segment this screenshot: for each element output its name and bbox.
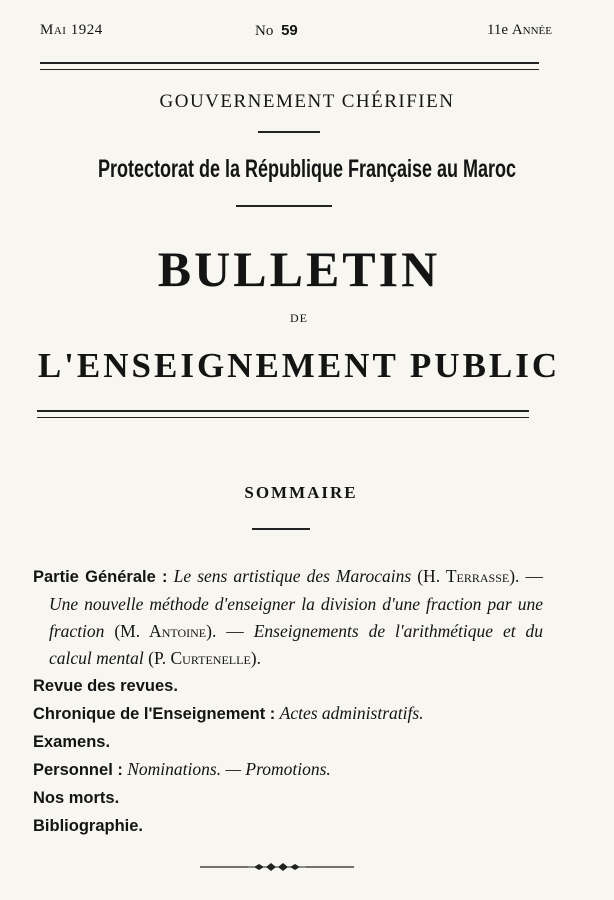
issue-header [40,18,552,44]
toc-entry [33,812,543,840]
toc-entry-heading: Personnel : [33,761,123,779]
issue-year-label: Année [511,22,552,38]
toc-entry [33,672,543,700]
header-double-rule [40,62,539,70]
title-double-rule [37,410,529,418]
toc-entry-heading: Chronique de l'Enseignement : [33,705,276,723]
toc-article-author: (M. Antoine). [114,621,217,641]
toc-article-title: Enseignements de l'arithmétique et du calcul mental [49,621,544,668]
issue-date: Mai 1924 [40,22,103,38]
toc-entry: Partie Générale : Le sens artistique des Marocains (H. Terrasse). — Une nouvelle méthode d'enseigner la division d'une fraction par une fraction (M. Antoine). — Enseignements de l'arithmétique et du calcul mental (P. Curtenelle). [33,566,544,668]
issue-number [255,22,298,40]
toc-entry [33,784,543,812]
table-of-contents [33,563,543,840]
toc-entry-heading: Nos morts. [33,789,120,807]
toc-article-author: (H. Terrasse). [417,566,520,586]
publication-subtitle: L'ENSEIGNEMENT PUBLIC [37,346,561,385]
toc-entry [33,700,543,728]
closing-ornament [200,860,354,874]
toc-entry-heading: Bibliographie. [33,817,144,835]
government-heading: GOUVERNEMENT CHÉRIFIEN [159,91,455,112]
toc-article-title: Une nouvelle méthode d'enseigner la division d'une fraction par une fraction [49,594,543,641]
toc-entry [33,756,543,784]
issue-prefix: No [255,23,274,39]
divider-rule [236,205,332,207]
toc-entry-heading: Examens. [33,733,111,751]
toc-article-title: Le sens artistique des Marocains [173,566,412,586]
toc-entry-detail: Actes administratifs. [279,703,424,723]
divider-rule [258,131,320,133]
toc-entry-detail: Nominations. — Promotions. [127,759,331,779]
toc-entry [33,728,543,756]
bulletin-title: BULLETIN [157,241,441,297]
issue-year-ordinal: 11e [486,22,509,38]
protectorate-heading: Protectorat de la République Française au Maroc [97,155,517,183]
issue-year [487,22,552,39]
toc-entry-heading: Partie Générale : [33,568,168,586]
title-connector: DE [290,311,308,325]
sommaire-heading: SOMMAIRE [244,483,358,502]
issue-number-value: 59 [281,22,298,39]
toc-article-author: (P. Curtenelle). [148,648,261,668]
divider-rule [252,528,310,530]
toc-entry-heading: Revue des revues. [33,677,178,695]
